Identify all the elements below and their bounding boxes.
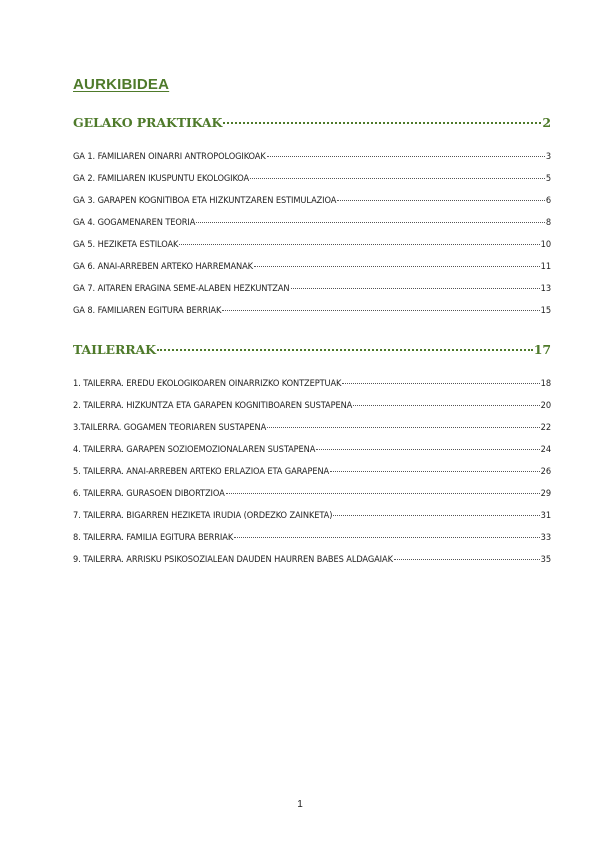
dot-leader (353, 397, 539, 406)
toc-entry[interactable] (73, 192, 551, 206)
dot-leader (337, 192, 545, 201)
dot-leader (226, 485, 540, 494)
toc-entry-page: 11 (540, 261, 551, 272)
toc-entry-text: GA 4. GOGAMENAREN TEORIA (73, 217, 196, 228)
toc-section-tailerrak (73, 342, 551, 357)
dot-leader (291, 280, 540, 289)
toc-entry[interactable] (73, 148, 551, 162)
toc-entry-page: 22 (540, 422, 551, 433)
toc-entry-page: 13 (540, 283, 551, 294)
toc-section-gelako-praktikak (73, 115, 551, 130)
toc-entry-text: GA 7. AITAREN ERAGINA SEME-ALABEN HEZKUNTZAN (73, 283, 290, 294)
toc-entry-text: GA 3. GARAPEN KOGNITIBOA ETA HIZKUNTZAREN ESTIMULAZIOA (73, 195, 337, 206)
toc-entry[interactable] (73, 280, 551, 294)
dot-leader (316, 441, 539, 450)
dot-leader (333, 507, 539, 516)
toc-entry-page: 24 (540, 444, 551, 455)
dot-leader (250, 170, 545, 179)
toc-entry-text: 9. TAILERRA. ARRISKU PSIKOSOZIALEAN DAUDEN HAURREN BABES ALDAGAIAK (73, 554, 393, 565)
toc-entry-text: 3.TAILERRA. GOGAMEN TEORIAREN SUSTAPENA (73, 422, 267, 433)
toc-entry-page: 6 (545, 195, 551, 206)
toc-heading[interactable] (73, 115, 551, 130)
toc-entry[interactable] (73, 485, 551, 499)
toc-entry[interactable] (73, 170, 551, 184)
dot-leader (330, 463, 540, 472)
dot-leader (222, 302, 539, 311)
dot-leader (196, 214, 545, 223)
toc-entry-text: 5. TAILERRA. ANAI-ARREBEN ARTEKO ERLAZIOA ETA GARAPENA (73, 466, 330, 477)
toc-heading-page: 17 (533, 342, 551, 357)
toc-entry-page: 35 (540, 554, 551, 565)
toc-entry-text: GA 2. FAMILIAREN IKUSPUNTU EKOLOGIKOA (73, 173, 250, 184)
toc-entry-text: GA 8. FAMILIAREN EGITURA BERRIAK (73, 305, 222, 316)
toc-entry-text: 2. TAILERRA. HIZKUNTZA ETA GARAPEN KOGNITIBOAREN SUSTAPENA (73, 400, 353, 411)
toc-entry[interactable] (73, 441, 551, 455)
toc-entry[interactable] (73, 375, 551, 389)
dot-leader (223, 115, 541, 124)
toc-entry[interactable] (73, 551, 551, 565)
dot-leader (234, 529, 540, 538)
toc-entry-page: 26 (540, 466, 551, 477)
dot-leader (267, 419, 540, 428)
toc-entry-text: 1. TAILERRA. EREDU EKOLOGIKOAREN OINARRIZKO KONTZEPTUAK (73, 378, 342, 389)
toc-entry-text: 8. TAILERRA. FAMILIA EGITURA BERRIAK (73, 532, 234, 543)
toc-entry[interactable] (73, 419, 551, 433)
toc-entry-text: 6. TAILERRA. GURASOEN DIBORTZIOA (73, 488, 225, 499)
toc-entry[interactable] (73, 463, 551, 477)
toc-entry-page: 10 (540, 239, 551, 250)
toc-entry[interactable] (73, 529, 551, 543)
toc-entry[interactable] (73, 214, 551, 228)
toc-entry-page: 29 (540, 488, 551, 499)
toc-entry-text: GA 6. ANAI-ARREBEN ARTEKO HARREMANAK (73, 261, 254, 272)
dot-leader (254, 258, 540, 267)
toc-entry-page: 18 (540, 378, 551, 389)
toc-entry-page: 3 (545, 151, 551, 162)
toc-entry-page: 33 (540, 532, 551, 543)
dot-leader (342, 375, 539, 384)
toc-title: AURKIBIDEA (73, 76, 170, 93)
toc-entry[interactable] (73, 507, 551, 521)
toc-entry-page: 15 (540, 305, 551, 316)
dot-leader (157, 342, 533, 351)
toc-entry-page: 31 (540, 510, 551, 521)
toc-entry[interactable] (73, 397, 551, 411)
toc-entry-text: GA 5. HEZIKETA ESTILOAK (73, 239, 179, 250)
toc-entry-page: 5 (545, 173, 551, 184)
dot-leader (267, 148, 545, 157)
toc-entry-text: 7. TAILERRA. BIGARREN HEZIKETA IRUDIA (ORDEZKO ZAINKETA) (73, 510, 333, 521)
toc-entry[interactable] (73, 302, 551, 316)
toc-heading-text: TAILERRAK (73, 342, 156, 357)
toc-entry-text: GA 1. FAMILIAREN OINARRI ANTROPOLOGIKOAK (73, 151, 266, 162)
toc-heading-text: GELAKO PRAKTIKAK (73, 115, 223, 130)
toc-heading[interactable] (73, 342, 551, 357)
dot-leader (394, 551, 540, 560)
toc-entry-page: 20 (540, 400, 551, 411)
toc-heading-page: 2 (542, 115, 551, 130)
toc-entry[interactable] (73, 258, 551, 272)
toc-entry[interactable] (73, 236, 551, 250)
page-number: 1 (297, 799, 303, 810)
toc-entry-text: 4. TAILERRA. GARAPEN SOZIOEMOZIONALAREN SUSTAPENA (73, 444, 316, 455)
toc-entry-page: 8 (545, 217, 551, 228)
dot-leader (179, 236, 539, 245)
